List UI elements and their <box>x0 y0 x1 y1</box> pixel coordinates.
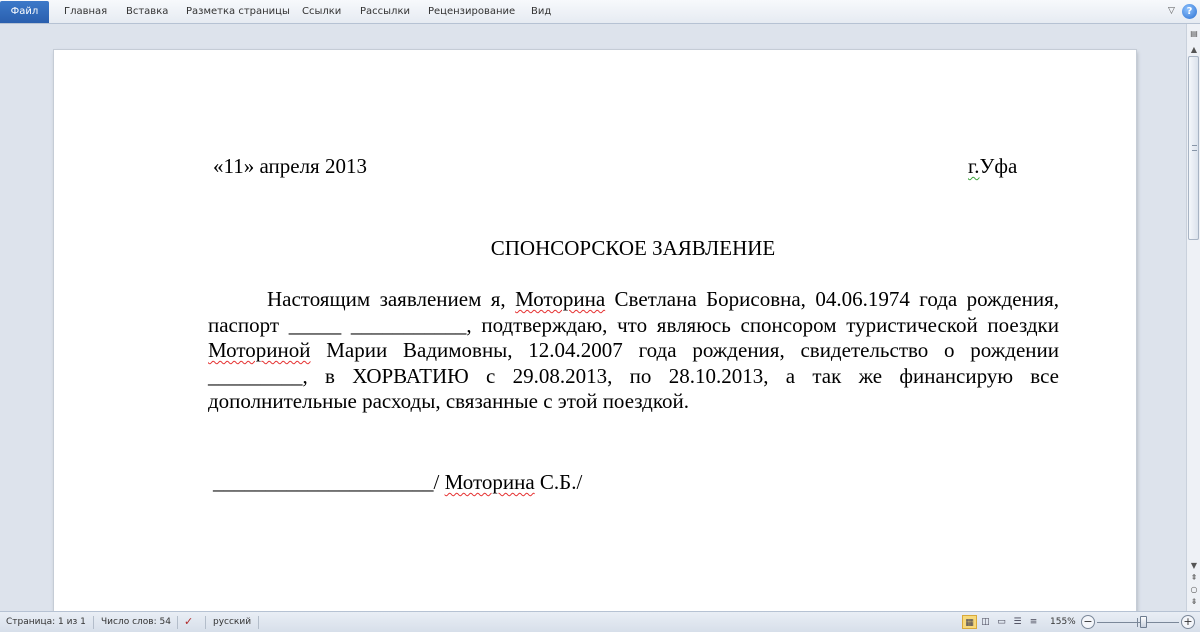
status-bar <box>0 611 1200 632</box>
page-count[interactable]: Страница: 1 из 1 <box>6 617 86 627</box>
help-icon[interactable]: ? <box>1182 4 1197 19</box>
tab-page-layout[interactable]: Разметка страницы <box>186 6 290 17</box>
proofing-icon[interactable]: ✓ <box>184 615 194 628</box>
print-layout-icon[interactable]: ▦ <box>962 615 977 629</box>
body-part-2: Светлана Борисовна, 04.06.1974 года рождения, паспорт _____ __________ <box>208 287 1059 337</box>
outline-icon[interactable]: ☰ <box>1013 617 1022 627</box>
scroll-up-icon[interactable]: ▲ <box>1190 45 1198 54</box>
select-browse-object-icon[interactable]: ○ <box>1190 585 1198 594</box>
scroll-grip <box>1192 145 1197 151</box>
signature-underline: _____________________/ <box>213 470 445 494</box>
status-separator <box>177 616 178 629</box>
body-part-1: Настоящим заявлением я, <box>267 287 516 311</box>
scroll-down-icon[interactable]: ▼ <box>1190 561 1198 570</box>
zoom-slider-track[interactable] <box>1097 622 1179 623</box>
word-count[interactable]: Число слов: 54 <box>101 617 171 627</box>
tab-review[interactable]: Рецензирование <box>428 6 516 17</box>
letter-date: «11» апреля 2013 <box>213 154 367 178</box>
view-ruler-icon[interactable]: ▤ <box>1190 29 1198 38</box>
next-page-icon[interactable]: ⇟ <box>1190 597 1198 606</box>
zoom-slider-midmark <box>1137 618 1138 627</box>
full-screen-reading-icon[interactable]: ◫ <box>981 617 990 627</box>
minimize-ribbon-icon[interactable]: ▽ <box>1168 6 1175 16</box>
vertical-scrollbar[interactable] <box>1186 24 1200 611</box>
language-indicator[interactable]: русский <box>213 617 252 627</box>
signature-line <box>213 470 582 495</box>
tab-file[interactable]: Файл <box>0 1 49 23</box>
status-separator <box>93 616 94 629</box>
document-title: СПОНСОРСКОЕ ЗАЯВЛЕНИЕ <box>490 236 776 260</box>
tab-insert[interactable]: Вставка <box>126 6 169 17</box>
city-name: Уфа <box>979 154 1018 178</box>
document-area <box>0 24 1186 611</box>
zoom-in-icon[interactable]: + <box>1181 615 1195 629</box>
web-layout-icon[interactable]: ▭ <box>997 617 1006 627</box>
zoom-level[interactable]: 155% <box>1050 617 1076 627</box>
tab-home[interactable]: Главная <box>64 6 108 17</box>
zoom-out-icon[interactable]: − <box>1081 615 1095 629</box>
draft-icon[interactable]: ≡ <box>1029 617 1038 627</box>
status-separator <box>258 616 259 629</box>
body-part-4: Марии Вадимовны, 12.04.2007 года рождения, свидетельство о рождении _________, в ХОРВАТИЮ с 29.08.2013, по 28.10.2013, а так же финансирую все дополнительные расходы, связанные с этой поездкой. <box>208 338 1059 413</box>
letter-city <box>968 154 1017 179</box>
tab-references[interactable]: Ссылки <box>302 6 342 17</box>
signature-surname: Моторина <box>444 470 535 494</box>
scroll-thumb[interactable] <box>1188 56 1199 240</box>
tab-view[interactable]: Вид <box>531 6 552 17</box>
document-page[interactable] <box>54 50 1136 611</box>
status-separator <box>205 616 206 629</box>
tab-mailings[interactable]: Рассылки <box>360 6 410 17</box>
previous-page-icon[interactable]: ⇞ <box>1190 573 1198 582</box>
misspelled-surname: Моторина <box>515 287 606 311</box>
ribbon-tab-bar <box>0 0 1200 24</box>
signature-initials: С.Б./ <box>534 470 583 494</box>
misspelled-surname-2: Моториной <box>208 338 311 362</box>
zoom-slider-thumb[interactable] <box>1140 616 1147 628</box>
body-part-3: _, подтверждаю, что являюсь спонсором туристической поездки <box>455 312 1059 337</box>
city-prefix: г. <box>968 154 980 178</box>
statement-paragraph <box>208 287 1059 415</box>
